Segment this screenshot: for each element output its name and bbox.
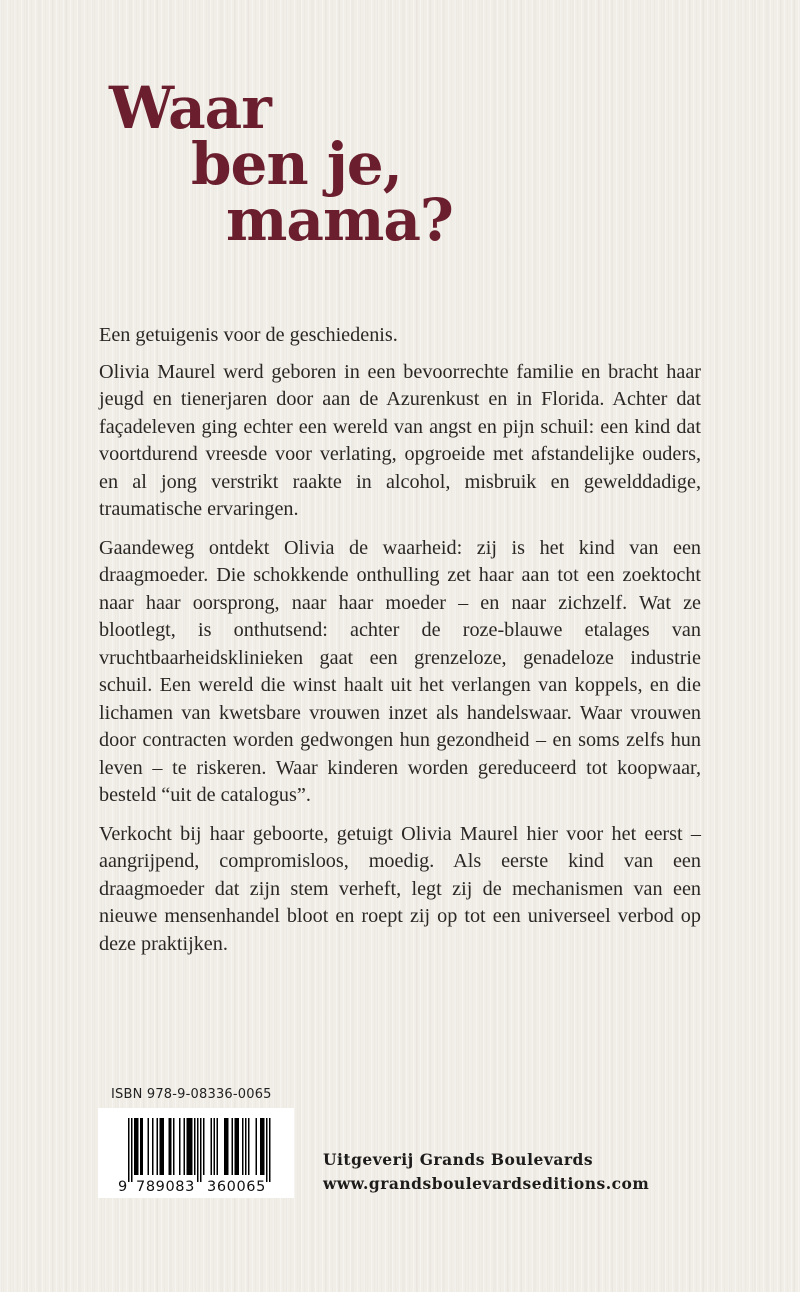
blurb	[99, 322, 701, 969]
publisher-name: Uitgeverij Grands Boulevards	[323, 1150, 594, 1169]
barcode-bar	[170, 1118, 172, 1175]
tagline: Een getuigenis voor de geschiedenis.	[99, 324, 398, 346]
barcode-bar	[217, 1118, 219, 1175]
barcode-bar	[190, 1118, 192, 1175]
barcode-bar	[197, 1118, 199, 1182]
barcode-bar	[169, 1118, 171, 1175]
barcode-bar	[227, 1118, 229, 1175]
barcode-left-group: 789083	[136, 1179, 195, 1195]
barcode-bar	[152, 1118, 154, 1175]
barcode-first-digit: 9	[118, 1179, 128, 1195]
barcode-bar	[137, 1118, 139, 1175]
barcode-bar	[173, 1118, 175, 1175]
barcode-bar	[161, 1118, 163, 1175]
barcode-bar	[160, 1118, 162, 1175]
title-line-2: ben je,	[191, 130, 402, 198]
blurb-paragraph-2: Gaandeweg ontdekt Olivia de waarheid: zij is het kind van een draagmoeder. Die schokkende onthulling zet haar aan tot een zoektocht naar haar oorsprong, naar haar moeder – en naar zichzelf. Wat ze blootlegt, is onthutsend: achter de roze-blauwe etalages van vruchtbaarheidsklinieken gaat een grenzeloze, genadeloze industrie schuil. Een wereld die winst haalt uit het verlangen van koppels, en die lichamen van kwetsbare vrouwen inzet als handelswaar. Waar vrouwen door contracten worden gedwongen hun gezondheid – en soms zelfs hun leven – te riskeren. Waar kinderen worden gereduceerd tot koopwaar, besteld “uit de catalogus”.	[99, 536, 701, 806]
barcode-bar	[235, 1118, 237, 1175]
barcode-bar	[266, 1118, 268, 1182]
blurb-paragraph-1: Olivia Maurel werd geboren in een bevoorrechte familie en bracht haar jeugd en tienerjaren door aan de Azurenkust en in Florida. Achter dat façadeleven ging echter een wereld van angst en pijn schuil: een kind dat voortdurend vreesde voor verlating, opgroeide met afstandelijke ouders, en al jong verstrikt raakte in alcohol, misbruik en gewelddadige, traumatische ervaringen.	[99, 360, 701, 520]
isbn-label: ISBN 978-9-08336-0065	[111, 1087, 272, 1102]
barcode-bar	[238, 1118, 240, 1175]
barcode-bar	[245, 1118, 247, 1175]
barcode-bar	[184, 1118, 186, 1175]
barcode-graphic	[98, 1108, 294, 1198]
barcode-bar	[262, 1118, 264, 1175]
barcode-bar	[157, 1118, 159, 1175]
barcode-bar	[256, 1118, 258, 1175]
barcode-bar	[200, 1118, 202, 1182]
barcode-bar	[224, 1118, 226, 1175]
barcode-bar	[248, 1118, 250, 1175]
book-title	[109, 74, 453, 254]
barcode-bar	[260, 1118, 262, 1175]
publisher-website[interactable]: www.grandsboulevardseditions.com	[323, 1174, 650, 1193]
barcode-bar	[194, 1118, 196, 1175]
barcode-bar	[232, 1118, 234, 1175]
barcode-bar	[211, 1118, 213, 1175]
barcode	[98, 1108, 294, 1198]
barcode-bar	[131, 1118, 133, 1182]
barcode-bars	[128, 1118, 271, 1182]
barcode-bar	[163, 1118, 165, 1175]
publisher-block	[323, 1148, 649, 1196]
barcode-bar	[242, 1118, 244, 1175]
barcode-bar	[269, 1118, 271, 1182]
barcode-bar	[226, 1118, 228, 1175]
barcode-bar	[236, 1118, 238, 1175]
barcode-bar	[188, 1118, 190, 1175]
title-line-1: Waar	[109, 74, 271, 142]
barcode-bar	[203, 1118, 205, 1175]
blurb-paragraph-3: Verkocht bij haar geboorte, getuigt Olivia Maurel hier voor het eerst – aangrijpend, compromisloos, moedig. Als eerste kind van een draagmoeder dat zijn stem verheft, legt zij de mechanismen van een nieuwe mensenhandel bloot en roept zij op tot een universeel verbod op deze praktijken.	[99, 822, 701, 955]
barcode-bar	[140, 1118, 142, 1175]
barcode-bar	[191, 1118, 193, 1175]
barcode-bar	[148, 1118, 150, 1175]
barcode-bar	[263, 1118, 265, 1175]
barcode-bar	[134, 1118, 136, 1175]
barcode-bar	[128, 1118, 130, 1182]
barcode-bar	[136, 1118, 138, 1175]
title-line-3: mama?	[226, 186, 453, 254]
barcode-bar	[179, 1118, 181, 1175]
barcode-bar	[214, 1118, 216, 1175]
barcode-right-group: 360065	[207, 1179, 266, 1195]
barcode-bar	[187, 1118, 189, 1175]
barcode-bar	[142, 1118, 144, 1175]
